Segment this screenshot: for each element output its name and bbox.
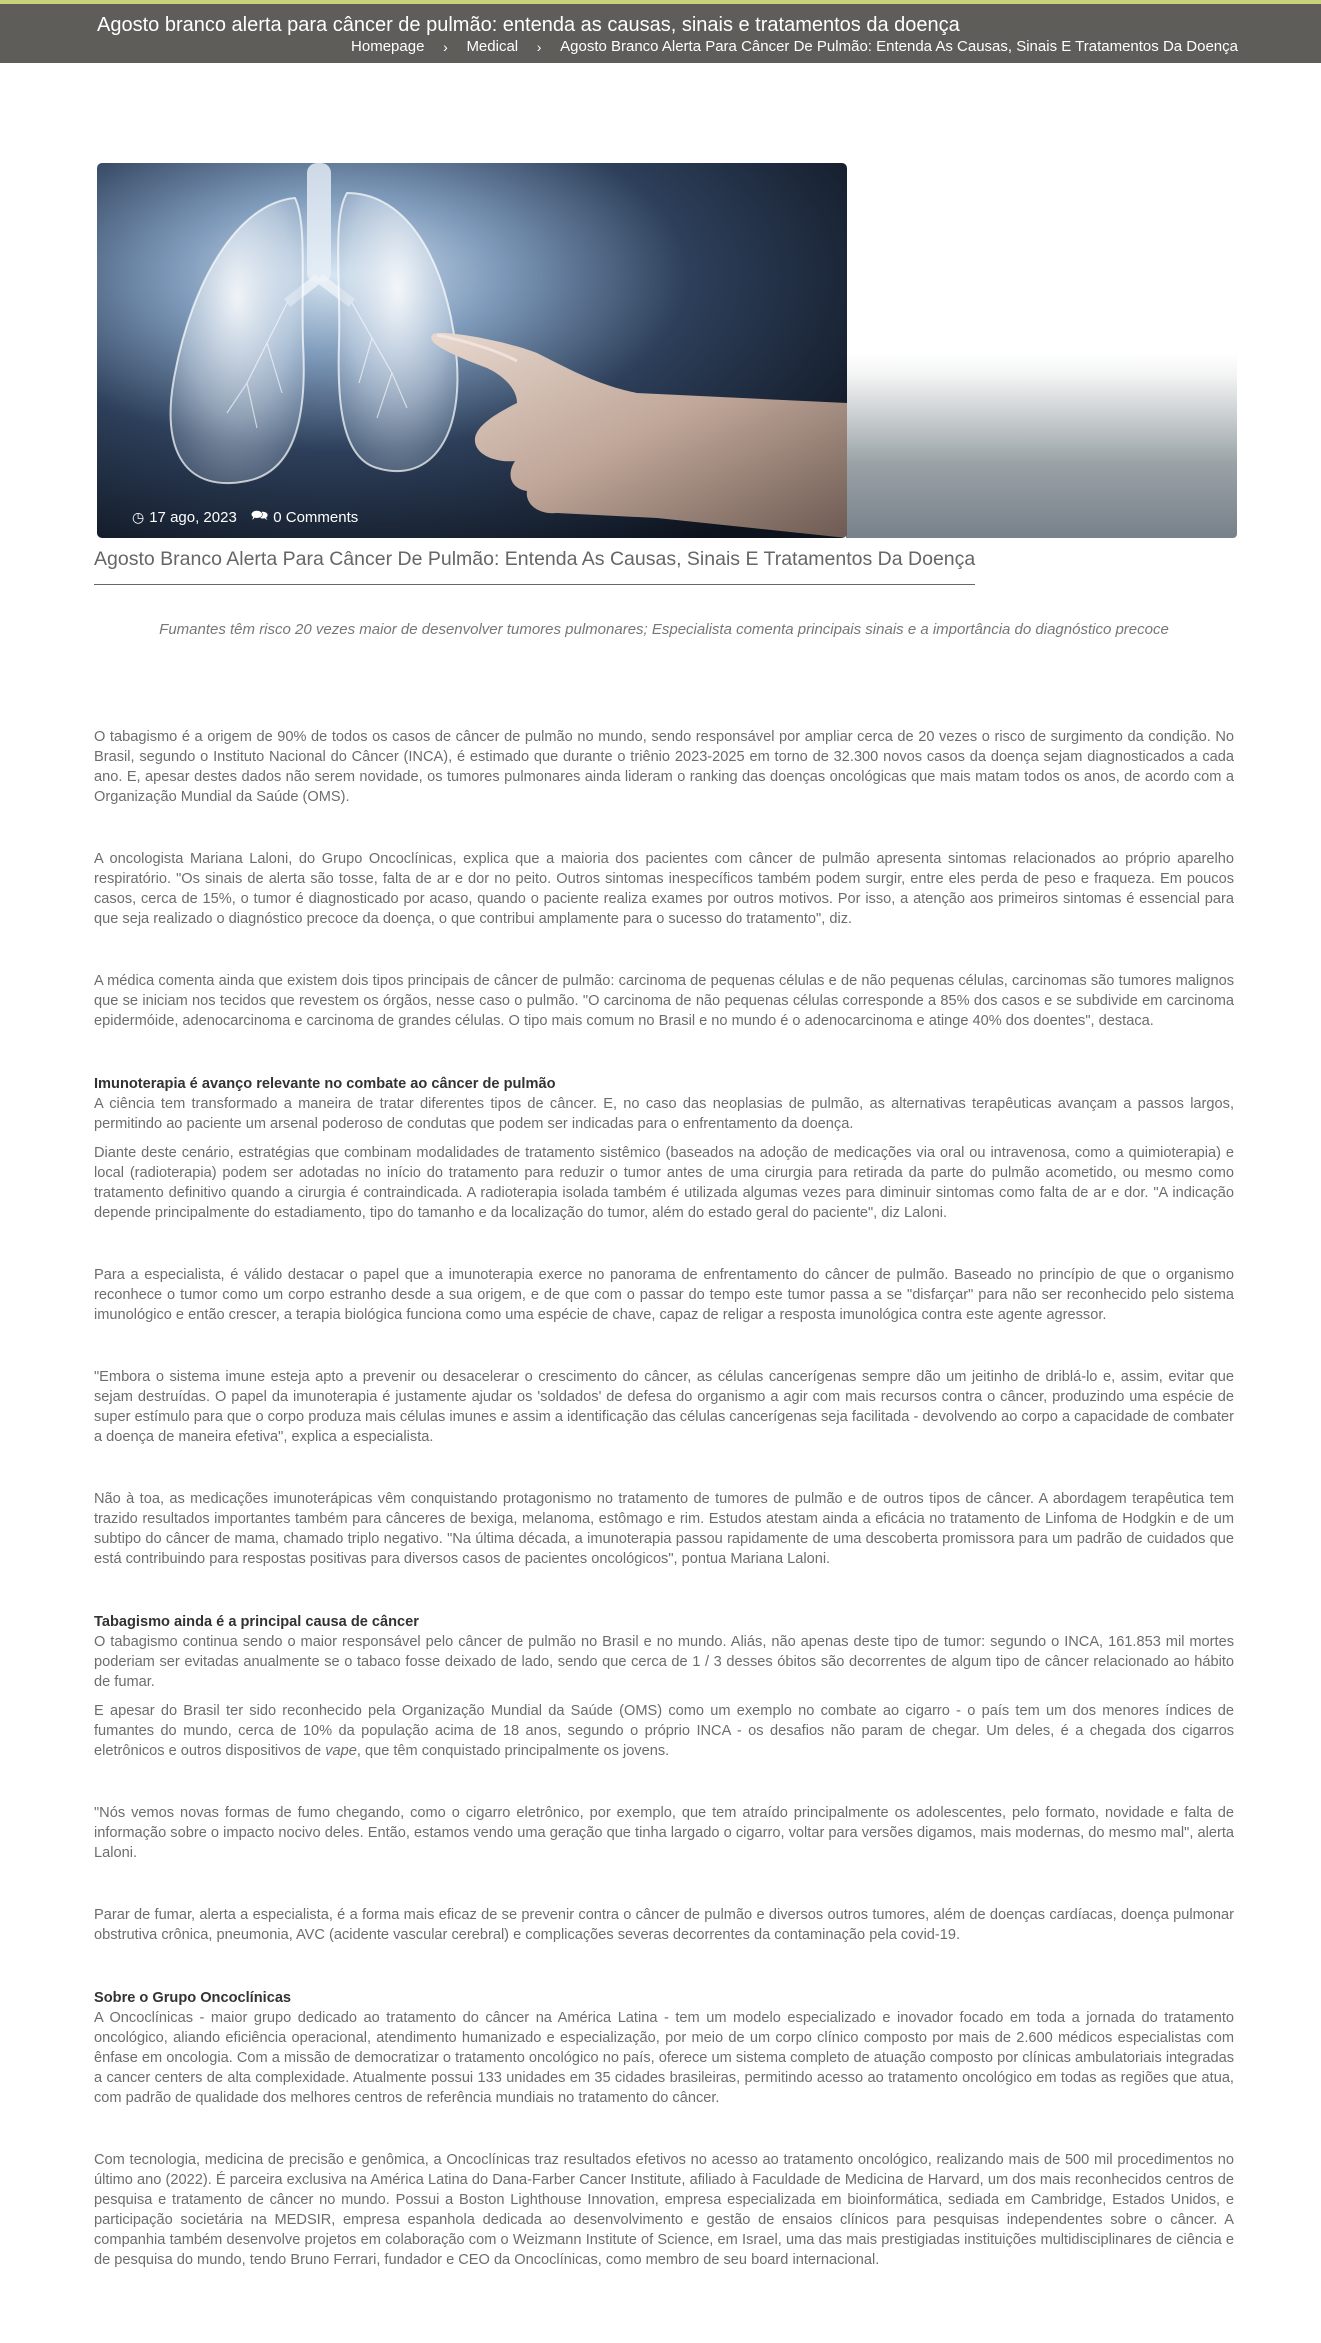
article-paragraph: Não à toa, as medicações imunoterápicas vêm conquistando protagonismo no tratamento de tumores de pulmão e de outros tipos de câncer. A abordagem terapêutica tem trazido resultados importantes também para cânceres de bexiga, melanoma, estômago e rim. Estudos atestam ainda a eficácia no tratamento de Linfoma de Hodgkin e de um subtipo do câncer de mama, chamado triplo negativo. "Na última década, a imunoterapia passou rapidamente de uma descoberta promissora para um padrão de cuidados que está contribuindo para respostas positivas para diversos casos de pacientes oncológicos", pontua Mariana Laloni.	[94, 1491, 1234, 1567]
article-paragraph: A médica comenta ainda que existem dois tipos principais de câncer de pulmão: carcinoma de pequenas células e de não pequenas células, carcinomas são tumores malignos que se iniciam nos tecidos que revestem os órgãos, nesse caso o pulmão. "O carcinoma de não pequenas células corresponde a 85% dos casos e se subdivide em carcinoma epidermóide, adenocarcinoma e carcinoma de grandes células. O tipo mais comum no Brasil e no mundo é o adenocarcinoma e atinge 40% dos doentes", destaca.	[94, 973, 1234, 1029]
chevron-right-icon: ›	[443, 38, 448, 55]
article-paragraph: "Nós vemos novas formas de fumo chegando, como o cigarro eletrônico, por exemplo, que tem atraído principalmente os adolescentes, pelo formato, novidade e falta de informação sobre o impacto nocivo deles. Então, estamos vendo uma geração que tinha largado o cigarro, voltar para versões digamos, mais modernas, do mesmo mal", alerta Laloni.	[94, 1805, 1234, 1861]
clock-icon: ◷	[132, 508, 145, 525]
article-paragraph: O tabagismo é a origem de 90% de todos os casos de câncer de pulmão no mundo, sendo responsável por ampliar cerca de 20 vezes o risco de surgimento da condição. No Brasil, segundo o Instituto Nacional do Câncer (INCA), é estimado que durante o triênio 2023-2025 em torno de 32.300 novos casos da doença sejam diagnosticados a cada ano. E, apesar destes dados não serem novidade, os tumores pulmonares ainda lideram o ranking das doenças oncológicas que mais matam todos os anos, de acordo com a Organização Mundial da Saúde (OMS).	[94, 729, 1234, 805]
comment-icon: 🗪︎	[250, 507, 269, 523]
article-paragraph: E apesar do Brasil ter sido reconhecido pela Organização Mundial da Saúde (OMS) como um exemplo no combate ao cigarro - o país tem um dos menores índices de fumantes do mundo, cerca de 10% da população acima de 18 anos, segundo o próprio INCA - os desafios não param de chegar. Um deles, é a chegada dos cigarros eletrônicos e outros dispositivos de vape, que têm conquistado principalmente os jovens.	[94, 1703, 1234, 1759]
header-title: Agosto branco alerta para câncer de pulmão: entenda as causas, sinais e tratamentos da doença	[97, 14, 960, 36]
chevron-right-icon: ›	[536, 38, 542, 55]
post-title: Agosto Branco Alerta Para Câncer De Pulmão: Entenda As Causas, Sinais E Tratamentos Da Doença	[94, 548, 975, 585]
post-comments-link[interactable]: 0 Comments	[273, 508, 359, 526]
article-paragraph: Diante deste cenário, estratégias que combinam modalidades de tratamento sistêmico (baseados na adoção de medicações via oral ou intravenosa, como a quimioterapia) e local (radioterapia) podem ser adotadas no início do tratamento para reduzir o tumor antes de uma cirurgia para retirada da parte do pulmão acometido, ou mesmo como tratamento definitivo quando a cirurgia é contraindicada. A radioterapia isolada também é utilizada algumas vezes para diminuir sintomas como falta de ar e dor. "A indicação depende principalmente do estadiamento, tipo do tamanho e da localização do tumor, além do estado geral do paciente", diz Laloni.	[94, 1145, 1234, 1221]
article-paragraph: Para a especialista, é válido destacar o papel que a imunoterapia exerce no panorama de enfrentamento do câncer de pulmão. Baseado no princípio de que o organismo reconhece o tumor como um corpo estranho desde a sua origem, e de que com o passar do tempo este tumor passa a se "disfarçar" para não ser reconhecido pelo sistema imunológico e então crescer, a terapia biológica funciona como uma espécie de chave, capaz de religar a resposta imunológica contra este agente agressor.	[94, 1267, 1234, 1323]
article-body	[94, 727, 1234, 2270]
article-paragraph: O tabagismo continua sendo o maior responsável pelo câncer de pulmão no Brasil e no mundo. Aliás, não apenas deste tipo de tumor: segundo o INCA, 161.853 mil mortes poderiam ser evitadas anualmente se o tabaco fosse deixado de lado, sendo que cerca de 1 / 3 desses óbitos são decorrentes de algum tipo de câncer relacionado ao hábito de fumar.	[94, 1634, 1234, 1690]
featured-image-area	[97, 163, 1237, 538]
article-paragraph: "Embora o sistema imune esteja apto a prevenir ou desacelerar o crescimento do câncer, as células cancerígenas sempre dão um jeitinho de driblá-lo e, assim, evitar que sejam destruídas. O papel da imunoterapia é justamente ajudar os 'soldados' de defesa do organismo a agir com mais recursos contra o câncer, produzindo uma espécie de super estímulo para que o corpo produza mais células imunes e assim a identificação das células cancerígenas seja facilitada - devolvendo ao corpo a capacidade de combater a doença de maneira efetiva", explica a especialista.	[94, 1369, 1234, 1445]
article-paragraph: A oncologista Mariana Laloni, do Grupo Oncoclínicas, explica que a maioria dos pacientes com câncer de pulmão apresenta sintomas relacionados ao próprio aparelho respiratório. "Os sinais de alerta são tosse, falta de ar e dor no peito. Outros sintomas inespecíficos também podem surgir, entre eles perda de peso e fraqueza. Em poucos casos, cerca de 15%, o tumor é diagnosticado por acaso, quando o paciente realiza exames por outros motivos. Por isso, a atenção aos primeiros sintomas é essencial para que seja realizado o diagnóstico precoce da doença, o que contribui amplamente para o sucesso do tratamento", diz.	[94, 851, 1234, 927]
image-gradient-fade	[846, 353, 1237, 538]
article-paragraph: A ciência tem transformado a maneira de tratar diferentes tipos de câncer. E, no caso das neoplasias de pulmão, as alternativas terapêuticas avançam a passos largos, permitindo ao paciente um arsenal poderoso de condutas que podem ser indicadas para o enfrentamento da doença.	[94, 1096, 1234, 1132]
article-paragraph: Com tecnologia, medicina de precisão e genômica, a Oncoclínicas traz resultados efetivos no acesso ao tratamento oncológico, realizando mais de 500 mil procedimentos no último ano (2022). É parceira exclusiva na América Latina do Dana-Farber Cancer Institute, afiliado à Faculdade de Medicina de Harvard, um dos mais reconhecidos centros de pesquisa e tratamento de câncer no mundo. Possui a Boston Lighthouse Innovation, empresa especializada em bioinformática, sediada em Cambridge, Estados Unidos, e participação societária na MEDSIR, empresa espanhola dedicada ao desenvolvimento e gestão de ensaios clínicos para pesquisas independentes sobre o câncer. A companhia também desenvolve projetos em colaboração com o Weizmann Institute of Science, em Israel, uma das mais prestigiadas instituições multidisciplinares de ciência e de pesquisa do mundo, tendo Bruno Ferrari, fundador e CEO da Oncoclínicas, como membro de seu board internacional.	[94, 2152, 1234, 2268]
breadcrumb-current: Agosto Branco Alerta Para Câncer De Pulmão: Entenda As Causas, Sinais E Tratamentos Da Doença	[560, 38, 1238, 55]
lungs-illustration	[97, 163, 847, 538]
post-meta	[132, 505, 358, 529]
breadcrumb-medical-link[interactable]: Medical	[466, 38, 519, 55]
post-subtitle: Fumantes têm risco 20 vezes maior de desenvolver tumores pulmonares; Especialista comenta principais sinais e a importância do diagnóstico precoce	[159, 621, 1169, 638]
page-header	[0, 4, 1321, 63]
section-heading: Imunoterapia é avanço relevante no combate ao câncer de pulmão	[94, 1076, 556, 1092]
featured-image[interactable]	[97, 163, 847, 538]
article-paragraph: Parar de fumar, alerta a especialista, é a forma mais eficaz de se prevenir contra o câncer de pulmão e diversos outros tumores, além de doenças cardíacas, doença pulmonar obstrutiva crônica, pneumonia, AVC (acidente vascular cerebral) e complicações severas decorrentes da contaminação pela covid-19.	[94, 1907, 1234, 1943]
post-date: 17 ago, 2023	[149, 508, 237, 526]
breadcrumb-home-link[interactable]: Homepage	[351, 38, 425, 55]
breadcrumb	[351, 38, 1238, 55]
article-paragraph: A Oncoclínicas - maior grupo dedicado ao tratamento do câncer na América Latina - tem um modelo especializado e inovador focado em toda a jornada do tratamento oncológico, aliando eficiência operacional, atendimento humanizado e especialização, por meio de um corpo clínico composto por mais de 2.600 médicos especialistas com ênfase em oncologia. Com a missão de democratizar o tratamento oncológico no país, oferece um sistema completo de atuação composto por clínicas ambulatoriais integradas a cancer centers de alta complexidade. Atualmente possui 133 unidades em 35 cidades brasileiras, permitindo acesso ao tratamento oncológico em todas as regiões que atua, com padrão de qualidade dos melhores centros de referência mundiais no tratamento do câncer.	[94, 2010, 1234, 2106]
section-heading: Sobre o Grupo Oncoclínicas	[94, 1990, 292, 2006]
section-heading: Tabagismo ainda é a principal causa de câncer	[94, 1614, 419, 1630]
